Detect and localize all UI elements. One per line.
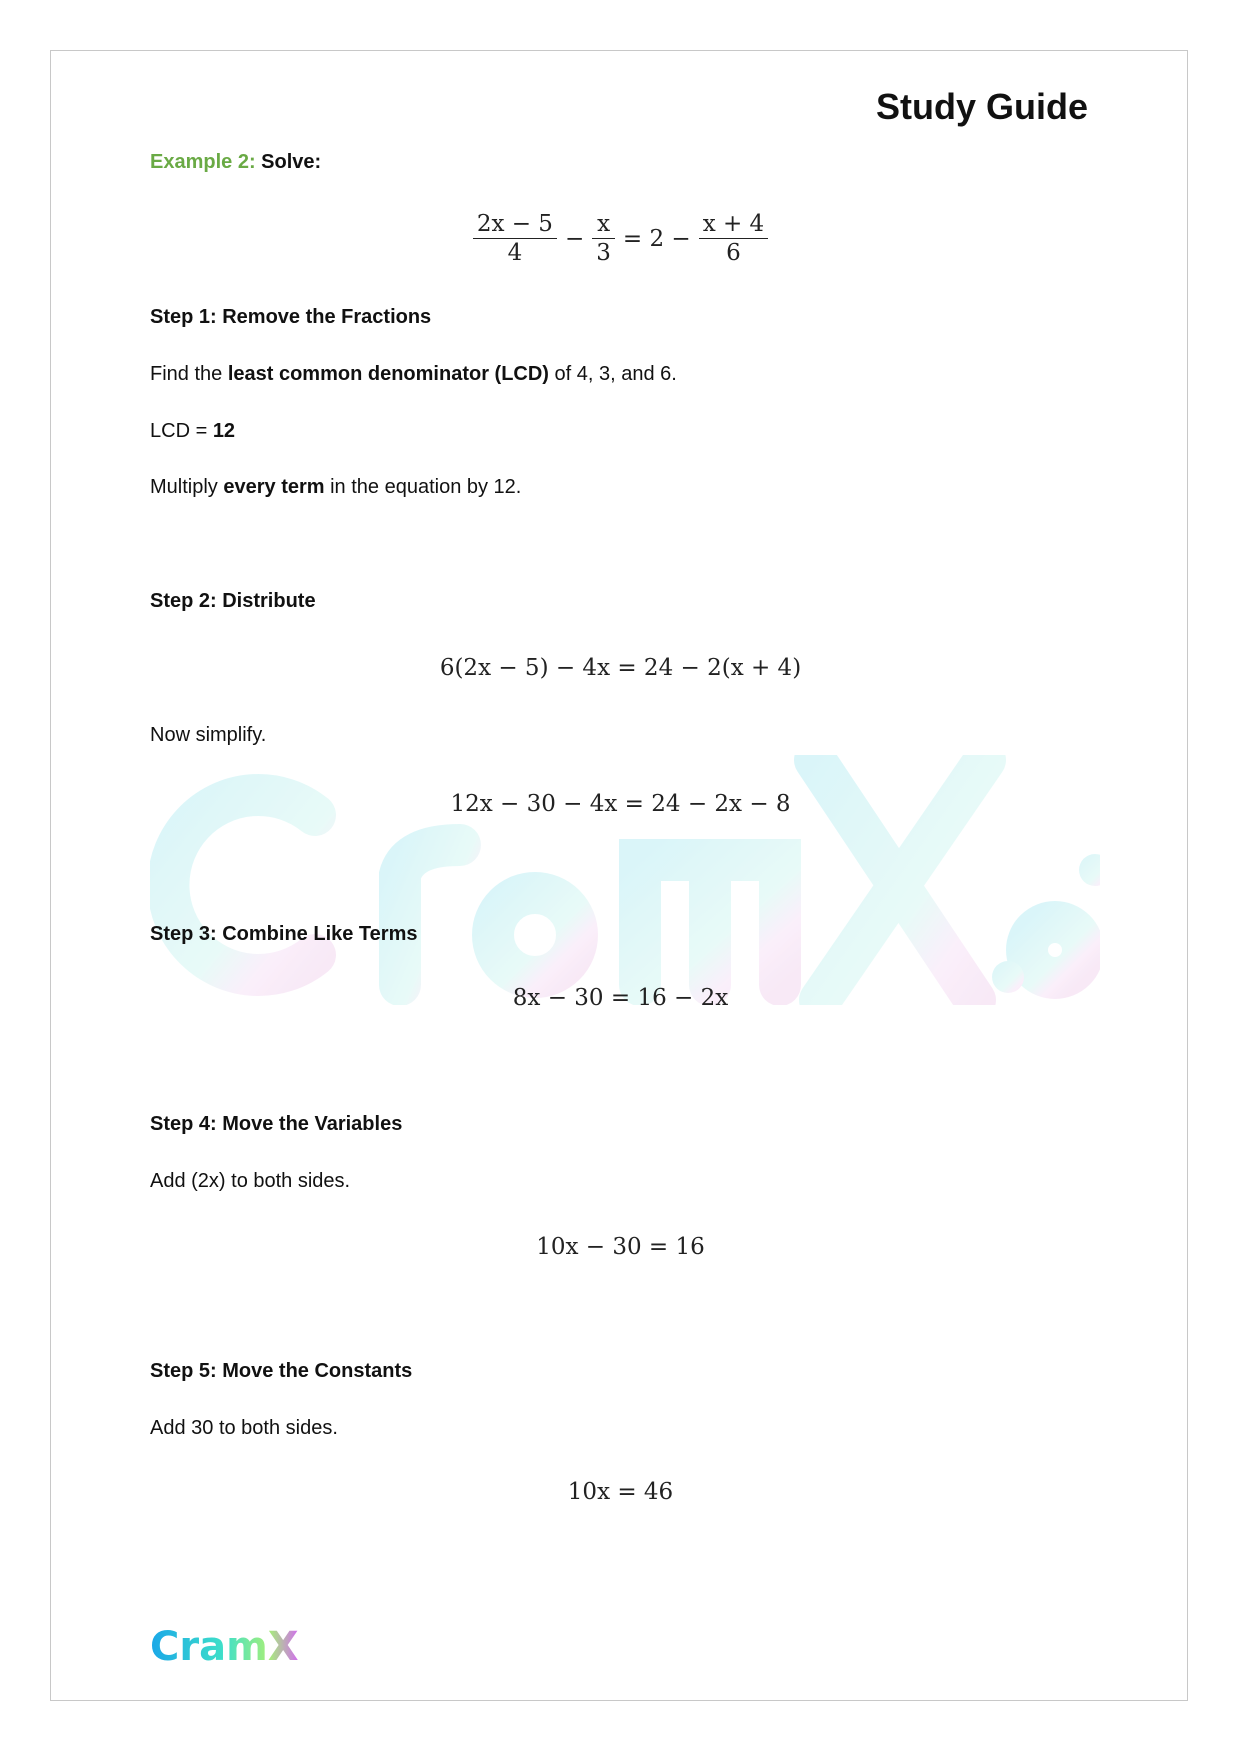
simplify-note: Now simplify. bbox=[150, 724, 267, 746]
step5-heading: Step 5: Move the Constants bbox=[150, 1360, 413, 1382]
text: Find the bbox=[150, 363, 228, 385]
step4-equation: 10x − 30 = 16 bbox=[536, 1234, 705, 1260]
step5-equation: 10x = 46 bbox=[567, 1479, 674, 1505]
example-label: Example 2: bbox=[150, 151, 256, 173]
operator: = 2 − bbox=[622, 225, 691, 252]
lcd-paragraph bbox=[150, 362, 677, 386]
text: in the equation by 12. bbox=[324, 476, 522, 498]
text: Multiply bbox=[150, 476, 224, 498]
step3-heading: Step 3: Combine Like Terms bbox=[150, 923, 418, 945]
simplified-equation: 12x − 30 − 4x = 24 − 2x − 8 bbox=[450, 791, 791, 817]
step2-heading: Step 2: Distribute bbox=[150, 590, 316, 612]
step5-note: Add 30 to both sides. bbox=[150, 1417, 338, 1439]
original-equation bbox=[0, 210, 1241, 267]
step1-heading: Step 1: Remove the Fractions bbox=[150, 306, 432, 328]
bold-text: every term bbox=[223, 476, 325, 498]
cramx-logo bbox=[150, 1620, 300, 1670]
distribute-equation: 6(2x − 5) − 4x = 24 − 2(x + 4) bbox=[439, 655, 802, 681]
fraction-denominator: 3 bbox=[596, 240, 611, 266]
step4-heading: Step 4: Move the Variables bbox=[150, 1113, 403, 1135]
text: of 4, 3, and 6. bbox=[548, 363, 677, 385]
page-title: Study Guide bbox=[875, 86, 1088, 127]
bold-text: least common denominator (LCD) bbox=[227, 363, 549, 385]
page-border bbox=[50, 50, 1188, 1701]
step4-note: Add (2x) to both sides. bbox=[150, 1170, 351, 1192]
fraction-numerator: x + 4 bbox=[699, 210, 769, 239]
example-instruction: Solve: bbox=[261, 151, 322, 173]
operator: − bbox=[564, 225, 585, 252]
fraction-numerator: x bbox=[592, 210, 615, 239]
fraction-numerator: 2x − 5 bbox=[473, 210, 557, 239]
example-heading bbox=[150, 150, 321, 174]
lcd-value bbox=[150, 419, 235, 443]
fraction-denominator: 6 bbox=[726, 240, 741, 266]
multiply-paragraph bbox=[150, 475, 521, 499]
svg-text:CramX: CramX bbox=[150, 1624, 299, 1670]
text: LCD = bbox=[150, 420, 213, 442]
fraction-denominator: 4 bbox=[507, 240, 523, 266]
bold-text: 12 bbox=[212, 420, 236, 442]
combined-equation: 8x − 30 = 16 − 2x bbox=[512, 985, 729, 1011]
